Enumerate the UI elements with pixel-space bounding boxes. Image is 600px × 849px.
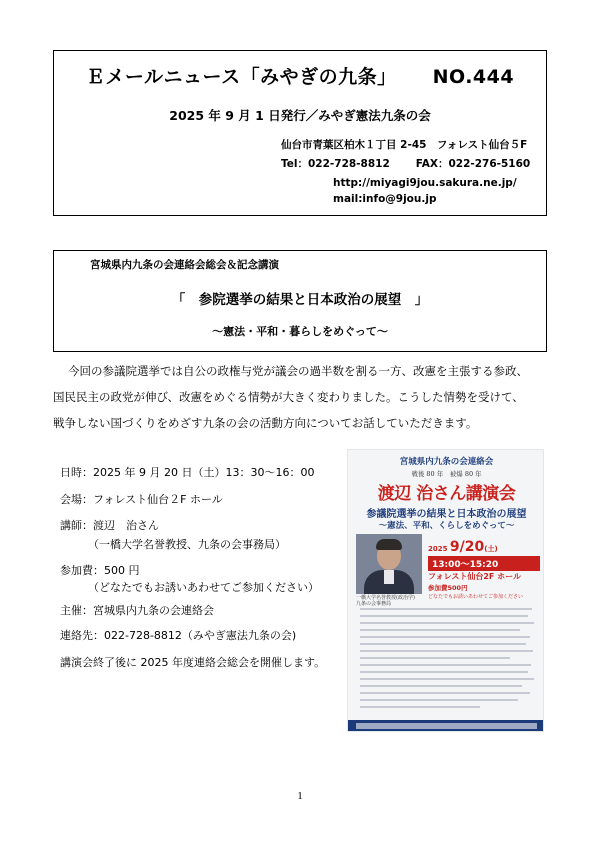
flyer-footer-text — [356, 723, 537, 729]
flyer-text-line — [360, 678, 534, 680]
flyer-text-line — [360, 622, 534, 624]
intro-line: 国民民主の政党が伸び、改憲をめぐる情勢が大きく変わりました。こうした情勢を受けて、 — [53, 390, 524, 404]
flyer-org: 宮城県内九条の会連絡会 — [399, 457, 494, 467]
contact-mail-link[interactable]: mail:info@9jou.jp — [333, 193, 437, 205]
flyer-text-line — [360, 608, 532, 610]
detail-contact: 連絡先：022-728-8812（みやぎ憲法九条の会) — [60, 629, 297, 642]
contact-url-link[interactable]: http://miyagi9jou.sakura.ne.jp/ — [333, 177, 517, 189]
flyer-venue: フォレスト仙台2F ホール — [428, 572, 522, 581]
event-flyer-image — [347, 449, 544, 732]
issue-number: NO.444 — [432, 66, 515, 88]
contact-address: 仙台市青葉区柏木１丁目 2-45 フォレスト仙台５F — [281, 139, 528, 151]
speaker-photo — [356, 534, 422, 594]
flyer-text-line — [360, 636, 530, 638]
contact-tel: Tel：022-728-8812 — [281, 158, 390, 170]
flyer-text-line — [360, 671, 528, 673]
event-heading: 宮城県内九条の会連絡会総会＆記念講演 — [90, 259, 279, 271]
flyer-years: 戦後 80 年 被爆 80 年 — [411, 470, 482, 478]
flyer-time: 13:00～15:20 — [428, 556, 540, 571]
flyer-text-line — [360, 629, 520, 631]
detail-speaker-affiliation: （一橋大学名誉教授、九条の会事務局） — [88, 538, 286, 551]
flyer-text-line — [360, 685, 522, 687]
flyer-text-line — [360, 699, 518, 701]
contact-fax: FAX：022-276-5160 — [415, 158, 531, 170]
intro-line: 今回の参議院選挙では自公の政権与党が議会の過半数を割る一方、改憲を主張する参政、 — [68, 364, 528, 378]
publication-date: 2025 年 9 月 1 日発行／みやぎ憲法九条の会 — [169, 108, 431, 123]
detail-speaker: 講師：渡辺 治さん — [60, 519, 159, 532]
flyer-title: 参議院選挙の結果と日本政治の展望 — [366, 509, 527, 520]
flyer-text-line — [360, 643, 526, 645]
flyer-text-line — [360, 650, 533, 652]
detail-host: 主催：宮城県内九条の会連絡会 — [60, 604, 214, 617]
newsletter-title — [53, 62, 547, 89]
flyer-speaker: 渡辺 治さん講演会 — [377, 484, 516, 504]
detail-date: 日時：2025 年 9 月 20 日（土）13：30～16：00 — [60, 466, 315, 479]
detail-fee: 参加費：500 円 — [60, 564, 140, 577]
flyer-subtitle: ～憲法、平和、くらしをめぐって～ — [378, 521, 515, 531]
event-title: 「 参院選挙の結果と日本政治の展望 」 — [171, 292, 429, 308]
flyer-invite: どなたでもお誘いあわせてご参加ください — [428, 594, 524, 600]
flyer-date-day: 9/20 — [449, 539, 485, 555]
flyer-caption-line: 一橋大学名誉教授(政治学) — [356, 595, 415, 601]
flyer-text-line — [360, 692, 530, 694]
event-subtitle: ～憲法・平和・暮らしをめぐって～ — [212, 325, 388, 338]
detail-venue: 会場：フォレスト仙台２F ホール — [60, 493, 223, 506]
flyer-weekday: (土) — [484, 545, 498, 553]
page-number: 1 — [297, 790, 303, 802]
detail-fee-note: （どなたでもお誘いあわせてご参加ください） — [88, 581, 319, 594]
newsletter-name: Ｅメールニュース「みやぎの九条」 — [85, 66, 397, 88]
flyer-date — [428, 539, 498, 555]
flyer-fee: 参加費500円 — [428, 584, 468, 592]
flyer-text-line — [360, 664, 531, 666]
flyer-text-line — [360, 657, 510, 659]
intro-line: 戦争しない国づくりをめざす九条の会の活動方向についてお話していただきます。 — [53, 416, 478, 430]
detail-note: 講演会終了後に 2025 年度連絡会総会を開催します。 — [60, 656, 326, 669]
flyer-caption-line: 九条の会事務局 — [356, 601, 392, 607]
flyer-photo-caption — [356, 595, 415, 607]
flyer-text-line — [360, 706, 480, 708]
contact-phone-fax — [281, 157, 530, 171]
flyer-date-year: 2025 — [428, 545, 448, 553]
flyer-text-line — [360, 615, 528, 617]
